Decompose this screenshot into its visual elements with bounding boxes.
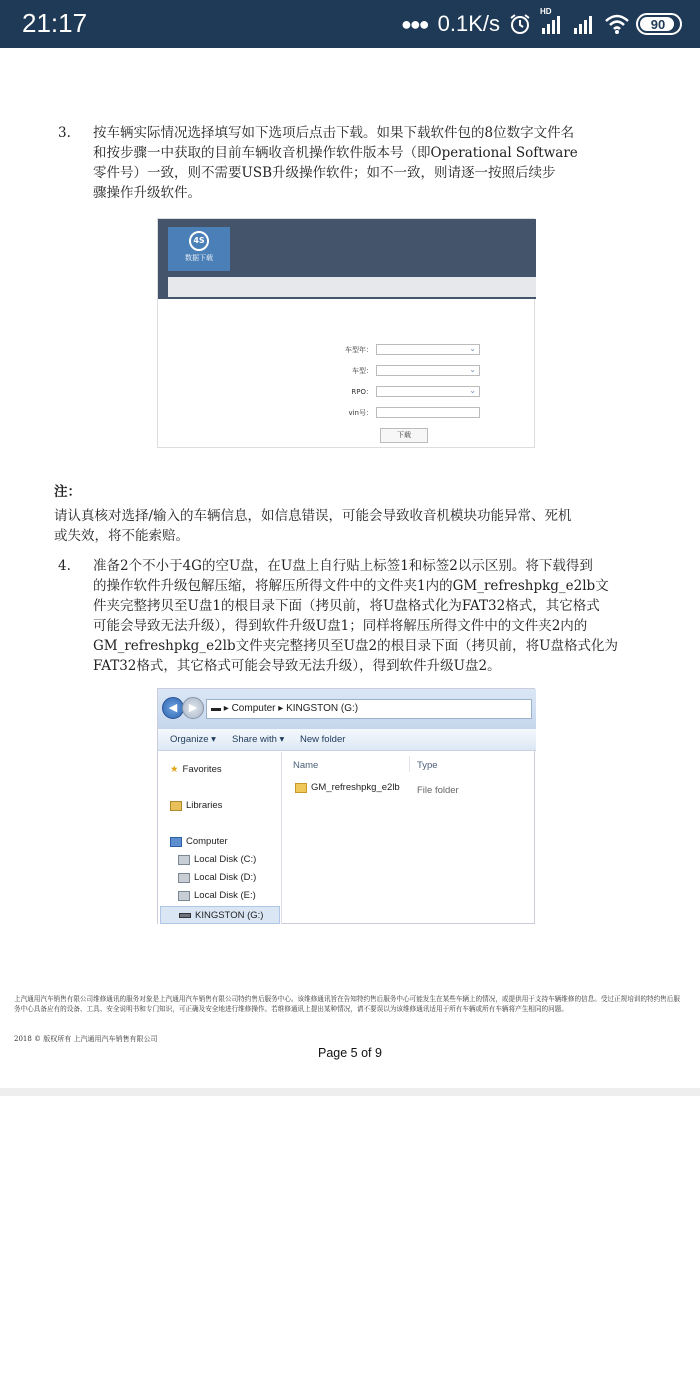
step-4-line: 可能会导致无法升级），得到软件升级U盘1；同样将解压所得文件中的文件夹2内的	[93, 618, 588, 634]
chevron-down-icon: ⌄	[469, 365, 476, 374]
clock: 21:17	[22, 8, 88, 38]
nav-drive-c: Local Disk (C:)	[178, 854, 256, 865]
star-icon: ★	[170, 764, 179, 775]
column-name: Name	[293, 760, 319, 771]
vin-label: vin号：	[348, 409, 373, 417]
chevron-down-icon: ⌄	[469, 386, 476, 395]
nav-drive-g: KINGSTON (G:)	[160, 906, 280, 924]
forward-arrow-icon: ▶	[182, 697, 204, 719]
file-type: File folder	[417, 785, 459, 796]
disk-icon	[178, 873, 190, 883]
model-year-select	[376, 344, 480, 355]
status-bar	[0, 0, 700, 48]
page-number: Page 5 of 9	[318, 1046, 382, 1060]
share-with-menu: Share with ▾	[232, 734, 285, 745]
step-3-line: 按车辆实际情况选择填写如下选项后点击下载。如果下载软件包的8位数字文件名	[93, 125, 575, 141]
more-dots-icon: ●●●	[401, 13, 428, 34]
drive-icon: ▬	[211, 703, 221, 714]
nav-libraries: Libraries	[170, 800, 222, 811]
nav-computer: Computer	[170, 836, 228, 847]
usb-drive-icon	[179, 913, 191, 918]
command-bar	[158, 729, 536, 751]
download-button: 下载	[380, 428, 428, 443]
disk-icon	[178, 855, 190, 865]
step-4-line: 准备2个不小于4G的空U盘，在U盘上自行贴上标签1和标签2以示区别。将下载得到	[93, 558, 593, 574]
portal-header	[158, 219, 536, 299]
page-separator	[0, 1088, 700, 1096]
address-bar	[158, 689, 536, 729]
signal-icon	[572, 13, 596, 35]
computer-icon	[170, 837, 182, 847]
back-arrow-icon: ◀	[162, 697, 184, 719]
breadcrumb-computer: Computer	[231, 703, 276, 714]
footer-copyright: 2018 © 版权所有 上汽通用汽车销售有限公司	[14, 1035, 158, 1043]
wifi-icon	[604, 13, 628, 35]
organize-menu: Organize ▾	[170, 734, 216, 745]
nav-drive-d: Local Disk (D:)	[178, 872, 256, 883]
footer-disclaimer: 上汽通用汽车销售有限公司维修通讯的服务对象是上汽通用汽车销售有限公司特约售后服务中心。该维修通讯旨在告知特约售后服务中心可能发生在某些车辆上的情况，或提供用于支持车辆维修的信息。受过正规培训的特约售后服务中心具备应有的设备、工具、安全说明书和专门知识，可正确及安全地进行维修操作。若维修通讯上提出某种情况，请不要误以为该维修通讯适用于所有车辆或所有车辆将产生相同的问题。	[14, 995, 680, 1013]
file-row	[295, 782, 400, 793]
4s-logo-icon: 4S	[189, 231, 209, 251]
model-year-label: 车型年：	[345, 346, 373, 354]
column-type: Type	[417, 760, 438, 771]
navigation-pane	[158, 752, 282, 924]
explorer-screenshot	[157, 688, 535, 924]
data-download-tile	[168, 227, 230, 271]
step-4-text	[93, 556, 668, 676]
portal-toolbar	[168, 277, 536, 297]
alarm-icon	[508, 13, 532, 35]
model-label: 车型：	[352, 367, 373, 375]
folder-icon	[295, 783, 307, 793]
step-3-line: 和按步骤一中获取的目前车辆收音机操作软件版本号（即Operational Software	[93, 145, 578, 161]
breadcrumb: ▬ ▸ Computer ▸ KINGSTON (G:)	[206, 699, 532, 719]
step-4-line: FAT32格式，其它格式可能会导致无法升级），得到软件升级U盘2。	[93, 658, 501, 674]
battery-icon	[636, 13, 682, 35]
nav-drive-e: Local Disk (E:)	[178, 890, 256, 901]
breadcrumb-drive: KINGSTON (G:)	[286, 703, 359, 714]
step-3-line: 零件号）一致，则不需要USB升级操作软件；如不一致，则请逐一按照后续步	[93, 165, 556, 181]
battery-level: 90	[650, 16, 666, 32]
hd-signal-icon: HD	[540, 13, 564, 35]
rpo-select	[376, 386, 480, 397]
file-list	[283, 752, 535, 924]
note-line: 或失效，将不能索赔。	[54, 528, 189, 544]
rpo-label: RPO：	[351, 388, 373, 396]
new-folder-button: New folder	[300, 734, 346, 745]
step-4-line: 的操作软件升级包解压缩，将解压所得文件中的文件夹1内的GM_refreshpkg_e2lb文	[93, 578, 609, 594]
note-line: 请认真核对选择/输入的车辆信息，如信息错误，可能会导致收音机模块功能异常、死机	[54, 508, 572, 524]
note-text	[54, 506, 664, 546]
column-divider	[409, 756, 410, 772]
disk-icon	[178, 891, 190, 901]
tile-label: 数据下载	[185, 254, 213, 262]
step-4-number: 4.	[58, 558, 71, 574]
nav-favorites: ★ Favorites	[170, 764, 222, 775]
library-icon	[170, 801, 182, 811]
step-3-line: 骤操作升级软件。	[93, 185, 201, 201]
step-4-line: GM_refreshpkg_e2lb文件夹完整拷贝至U盘2的根目录下面（拷贝前，将U盘格式化为	[93, 638, 618, 654]
step-3-text	[93, 123, 653, 203]
step-4-line: 件夹完整拷贝至U盘1的根目录下面（拷贝前，将U盘格式化为FAT32格式，其它格式	[93, 598, 600, 614]
model-select	[376, 365, 480, 376]
chevron-down-icon: ⌄	[469, 344, 476, 353]
vin-input	[376, 407, 480, 418]
note-title: 注：	[54, 484, 81, 500]
file-name: GM_refreshpkg_e2lb	[311, 782, 400, 793]
step-3-number: 3.	[58, 125, 71, 141]
network-speed: 0.1K/s	[437, 11, 500, 36]
document-page	[0, 48, 700, 1088]
download-form-screenshot	[157, 218, 535, 448]
